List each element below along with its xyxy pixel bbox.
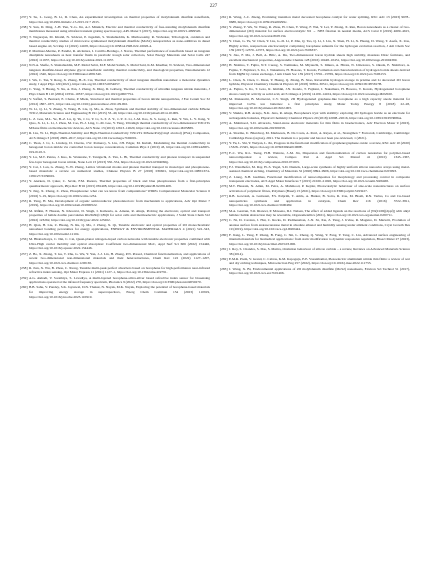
reference-number: [272] [220, 140, 228, 145]
reference-text: R. Liu, W. Li, High-Thermal-Stability and High-Thermal-Conductivity Ti3C2Tx MXene/Poly(vinyl alcohol) (PVA) Composites, ACS Omega 3 (2018) 2609–2617, https://doi.org/10.1021/acsomega.7b02001. [29, 131, 210, 140]
reference-text: Y. Sun, D. Ding, J.-H. Yun, Y.-G. Jin, A.J. Minnich, Electric and thermal conductivity of free-standing molybdenum disulfide membranes measured using ultrafast transient grating spectroscopy, APL Mater 5 (2017), https://doi.org/10.1063/1.4999520. [29, 24, 210, 34]
reference-text: Y. Su, L. Gong, B. Li, D. Chen, An experimental investigation on thermal properties of molybdenum disulfide nanofluids, https://doi.org/10.2991/mmebc-15.2015.19 7 2015. [29, 15, 210, 24]
reference-entry [220, 184, 410, 193]
references-right-column [220, 15, 410, 560]
reference-entry [20, 63, 210, 77]
reference-text: P. Martinez-Merino, P. Estellé, R. Alcántara, I. Carrillo-Berdugo, J. Navas, Thermal performance of nanofluids based on tungsten disulphide nanosheets as heat transfer fluids in parabolic trough solar collectors, Solar Energy Materials and Solar Cells 247 (2022) 111937, https://doi.org/10.1016/j.solmat.2022.111937. [29, 48, 210, 62]
reference-entry [20, 25, 210, 34]
reference-entry [220, 15, 410, 24]
reference-text: C. Yang, T. Huang, Y. Xu, A. Pan, J. Zhang, X. Ding, D. Golberg, Thermal conductivity of ultrathin tungsten nitride materials, J Phys Chem B 110 (2004) 10334–10337, https://doi.org/10.1021/jp0607754. [29, 87, 210, 96]
reference-text: M. Bhattacharya, C. Dai, C. Cai, Quasi-planar nitrogen-doped carbon networks with tunable electronic properties combined with Ultra-High carrier mobility and optical absorption: Coefficient two-dimensional MoC, Appl Surf Sci 606 (2022) 154446, https://doi.org/10.1016/j.apsusc.2022.154446. [29, 237, 210, 251]
reference-number: [271] [220, 131, 228, 135]
reference-number: [246] [20, 116, 28, 121]
reference-number: [247] [20, 131, 28, 135]
reference-entry [220, 209, 410, 218]
reference-entry [220, 111, 410, 120]
reference-entry [220, 151, 410, 165]
reference-entry [20, 252, 210, 266]
reference-entry [220, 218, 410, 232]
reference-entry [20, 276, 210, 285]
reference-entry [220, 97, 410, 111]
reference-text: Z. Liang, X.H. Gudmus, Functional modification of nanocomposites for morphology and processing control in composite transparent electrodes, ACS Appl Mater Interfaces 7 (2015) 21020–21026, https://doi.org/10.1021/acsami.5b06468. [229, 174, 410, 184]
reference-text: Z. Bo, X. Zhang, T. Gu, T. Zhu, G. Wu, Y. Yan, J.-J. Lin, H. Zheng, P.N. Prasad, Chemical functionalization, and applications of recent two-dimensional non-dimensional materials and their heterostructures, Chem Rev 122 (2022) 1127–1207, https://doi.org/10.1021/acs.chemrev.1c00165. [29, 251, 210, 265]
reference-number: [269] [220, 111, 228, 116]
reference-number: [263] [220, 39, 228, 44]
reference-number: [261] [220, 15, 228, 19]
reference-entry [20, 165, 210, 179]
reference-number: [262] [220, 24, 228, 29]
reference-entry [220, 78, 410, 87]
reference-text: J. Roy, S. Chandra, S. Das, S. Maitra, Oxidation behaviour of silicon carbide – a review, Reviews on Advanced Materials Science 38 (2014). [229, 247, 410, 256]
reference-number: [248] [20, 140, 28, 145]
reference-entry [20, 15, 210, 24]
reference-number: [256] [20, 237, 28, 242]
reference-text: A.G. Akhadi, V. Sorathiya, S. Lavadiya, A multi-layered borophene-silica-silver based refractive index sensor for biosensing applications operated at the infrared frequency spectrum, Photonics 9 (2022) 270, https://doi.org/10.3390/photonics9050270. [29, 275, 210, 285]
reference-text: F.-C. Wu, R.L. Tseng, H.H. Weinaw, J.-M. Jin, Dispersion and functionalization of carbon nanotubes for polymer-based nanocomposites: a review, Compos Part A Appl Sci Manuf 41 (2010) 1345–1367, https://doi.org/10.1016/j.compositesa.2010.07.003. [229, 150, 410, 164]
reference-text: J. Wu, C. Tan, Y. Rong, X. Zhang, H.-X. Cai, Thermal conductivity of short tungsten disulfide nanotubes: a molecular dynamics study, J Appl Phys 129 (2021), https://doi.org/10.1063/5.0054657. [29, 77, 210, 87]
reference-text: H. Nishino, T. Fujita, N.T. Cuong, S. Tominaka, M. Miyauchi, S. Iimura, A. Hirata, N. Umezawa, S. Okada, E. Nishibori, A. Fujino, T. Fujimori, S. Ito, J. Nakamura, H. Hosono, T. Kondo, Formation and characterization of hydrogen boride sheets derived from MgB2 by cation exchange, J Am Chem Soc 139 (2017) 13761–13769, https://doi.org/10.1021/jacs.7b06153. [229, 63, 410, 77]
reference-text: Y. Zhang, Y. Wu, W. Wang, R. Zhou, H. Chen, Y. Wang, F. Wei, Y. Lei, Y. Zhang, X. Ren, Boron nanosheets as a clearer of two-dimensional (2D) material for surface electrocatalytic N2 → NH3 fixation in neutral media, ACS Catal 9 (2019) 4609–4615, https://doi.org/10.1021/acscatal.8b05134. [229, 24, 410, 38]
reference-number: [278] [220, 208, 228, 213]
reference-entry [220, 194, 410, 208]
reference-number: [267] [220, 87, 228, 92]
reference-entry [20, 141, 210, 155]
reference-number: [268] [220, 97, 228, 102]
references-body [20, 15, 410, 560]
reference-number: [240] [20, 48, 28, 53]
reference-text: F. Jiang, L. Yang, F. Zhang, B. Fang, C. Shi, L. Zheng, Q. Wang, Y. Fang, Y. Tang, C. Liu, Advanced surface engineering of titanium materials for biomedical applications: from static modification to dynamic responsive regulation, Bioact Mater 27 (2023), https://doi.org/10.1016/j.bioactmat.2023.03.006. [229, 232, 410, 246]
reference-number: [277] [220, 194, 228, 199]
reference-text: L. Chen, X. Chen, C. Duan, Y. Huang, Q. Zhang, B. Xiao, Reversible hydrogen storage in pristine and Li decorated 2D boron hydride, Physical Chemistry Chemical Physics 20 (2018) 30304–30311, https://doi.org/10.1039/C8CP05817B. [229, 77, 410, 87]
reference-text: J. Wang, X. Bi, Environmental applications of 2D molybdenum disulfide (MoS2) nanosheets, Environ Sci Technol 51 (2017), https://doi.org/10.1021/acs.est.7b01466. [229, 266, 410, 276]
reference-text: Y. Lu, M.T. Petrus, J. Kuo, K. Watanabe, T. Taniguchi, Z. Yan, L. Bi, Thermal conductivity and phonon transport in suspended few-layer hexagonal boron nitride, Nano Lett 13 (2013) 550–554, https://doi.org/10.1021/nl304060g. [29, 155, 210, 164]
reference-number: [252] [20, 189, 28, 193]
reference-text: F.J. Wandhofer, M. Ray, H.-S. Yagel, S.D. Daniels, Large-scale synthesis of highly uniform silicon nanowire arrays using metal-assisted chemical etching, Chemistry of Materials 32 (2020) 9894–9906, https://doi.org/10.1021/acs.chemmater.0c03093. [229, 164, 410, 174]
reference-entry [220, 267, 410, 276]
reference-entry [20, 209, 210, 223]
reference-number: [279] [220, 218, 228, 223]
reference-text: Y. Cai, J. Lan, G. Zhang, Y.-W. Zhang, Lattice vibrational modes and phonon thermal transport in monolayer and phosphorene-based materials: a review on numerical studies, Chinese Physics B 27 (2018) 036601, https://doi.org/10.1088/1674-1056/27/3/036601. [29, 164, 210, 178]
reference-number: [273] [220, 150, 228, 155]
reference-entry [20, 35, 210, 49]
reference-number: [251] [20, 179, 28, 184]
reference-text: M.A. Gestrun, T.O. Riancet, P. Mawena, D.J. Nelsen, The effect of added ligands on the reactions of [Ni(COD)(dppf)] with alkyl halides: halide abstraction may be reversible, Organometallics (2021), https://doi.org/10.1021/acs.organomet.0c00711. [229, 208, 410, 218]
reference-text: Y. Jiao, F. Ma, J. Bell, A. Bilic, A. Du, Two-dimensional boron hydride sheets high stability, massless Dirac fermions, and excellent mechanical properties, Angewandte Chemie 128 (2016) 10448–10451, https://doi.org/10.1002/ange.201604369. [229, 53, 410, 62]
reference-number: [241] [20, 63, 28, 68]
reference-entry [20, 189, 210, 198]
reference-text: M.T. Hussain, N. Amin, M. Fetra, A. Mahmood, P. Kejdar, Photocatalytic behaviour of size-scale nanostructures on surface activation of polymeric fibres, Polymers (Basel) 13 (2021), https://doi.org/10.3390/polym13193227. [229, 184, 410, 193]
reference-text: W. Li, Q. Li, Y. Zheng, Y. Wang, B. Liu, Q. Ma, A. Zhou, Synthesis and thermal stability of two-dimensional carbide MXene Ti3C2, Materials Science and Engineering B 191 (2015) 33–40, https://doi.org/10.1016/j.mseb.2014.10.009. [29, 106, 210, 116]
reference-entry [220, 121, 410, 130]
reference-text: Y. Jing, X. Zhang, Z. Zhou, Phosphorene: what can we know from computations? WIREs Computational Molecular Science 6 (2016) 5–19, https://doi.org/10.1002/wcms.1234. [29, 189, 210, 198]
reference-entry [220, 257, 410, 266]
reference-text: R.B. Gowrash, A. Gunwant, F.S. Palprim, T. Amla, A. Hunter, B. Sotra, R. Zou, M. Bisali, R.N. Vertus, Co and Cu-based nanoparticles synthesis and application in catalysis, Chem Rev 116 (2016) 3722–3811, https://doi.org/10.1021/acs.chemrev.5b00482. [229, 194, 410, 208]
reference-number: [276] [220, 184, 228, 189]
reference-entry [220, 87, 410, 96]
reference-number: [264] [220, 53, 228, 58]
reference-text: B.B. Sahu, V. Pandey, S.K. Jayaswal, D.N. Thakur, N. Nayak, M.K. Nayak, Exploring the potential of borophene-based materials for improving energy storage in supercapacitors, Energ Chem Commun 154 (2023) 110919, https://doi.org/10.1016/j.inoche.2023.110919. [29, 285, 210, 299]
reference-entry [20, 266, 210, 275]
reference-entry [220, 165, 410, 174]
reference-number: [253] [20, 198, 28, 203]
reference-entry [20, 117, 210, 131]
reference-number: [283] [220, 266, 228, 271]
reference-text: H. Qian, H. Liu, Z. Huang, N. Ru, Q. Ma, J. Zhang, X. Qi, Tunable electronic and optical properties of 2D monochromatic nanosheet bonding perovskites for energy applications, ENERGY & ENVIRONMENTAL MATERIALS 4 (2021) 522–543, https://doi.org/10.1002/eem2.12104. [29, 222, 210, 236]
reference-entry [220, 247, 410, 256]
reference-text: T. Nagarajan, M. Khalid, N. Sridewi, P. Jagadish, S. Shahabuddin, K. Muthoosamy, R. Walvekar, Tribological, oxidation and thermal conductivity studies of microwave synthesised molybdenum disulfide (MoS2) nanoparticles as nano-additives in diesel based engine oil, Sci Rep 12 (2022) 14108, https://doi.org/10.1038/s41598-022-16026-4. [29, 34, 210, 48]
reference-number: [260] [20, 285, 28, 290]
reference-entry [20, 237, 210, 251]
page-number: 227 [209, 4, 218, 9]
reference-number: [259] [20, 275, 28, 280]
reference-number: [282] [220, 256, 228, 261]
reference-entry [20, 97, 210, 106]
reference-entry [220, 63, 410, 77]
reference-entry [220, 141, 410, 150]
reference-number: [242] [20, 77, 28, 82]
reference-text: M. Rifkin, F. Hassan, N. Khosravi, D. Singh, I. Kamoula, A. Ainane, R. Ahuja, Probing the electronic, optical and transport properties of halide double perovskites Rb2InSb(Cl,Br)6 for solar cells and thermoelectric applications, J Solid State Chem 312 (2022) 123262, https://doi.org/10.1016/j.jssc.2022.123262. [29, 208, 210, 222]
reference-entry [20, 155, 210, 164]
reference-number: [239] [20, 34, 28, 39]
reference-text: C. Yuan, J. Li, L. Lindsay, D. Cherns, J.W. Pomeroy, S. Liu, J.H. Edgar, M. Kuball, Modulating the thermal conductivity in hexagonal boron nitride via controlled boron isotope concentration, Commun Phys 2 (2019) 43, https://doi.org/10.1038/s42005-019-0145-5. [29, 140, 210, 154]
reference-entry [20, 223, 210, 237]
reference-text: C. Ni, D. Carolan, J. Hui, C. Rocks, D. Padmanaban, J.-N. Xi, Xie, Z. Yang, J. Irvine, R. Maguire, D. Mariotti, Evolution of anatase surface from anatase/anatase metal in absolute ethanol and humidity sensing under ambient conditions, Cryst Growth Des 19 (2019), https://doi.org/10.1021/acs.cgd.9b00444. [229, 218, 410, 232]
reference-text: N.N.A. Shafie, S. Shahabuddin, M.F. Mohd Sabri, M.F. Mohd Salleh, S. Mohd Said, K.M. Khedher, N. Sridewi, Two-dimensional tungsten disulfide-based ethylene glycol nanofluids: stability, thermal conductivity, and rheological properties, Nanomaterials 12 (2022) 1340, https://doi.org/10.3390/nano12081340. [29, 63, 210, 77]
reference-number: [243] [20, 87, 28, 92]
reference-number: [237] [20, 15, 28, 19]
reference-entry [20, 78, 210, 87]
reference-number: [245] [20, 106, 28, 111]
reference-number: [265] [220, 63, 228, 68]
references-left-column [20, 15, 210, 560]
reference-number: [275] [220, 174, 228, 179]
reference-entry [20, 49, 210, 63]
reference-number: [238] [20, 24, 28, 29]
reference-text: E.M.R. Prem, V. Grand, C. Cabras, K.M. Kapoguja, E.E. Vasanthamai, Piezoelectric aluminium nitride thin films: a review of wet and dry etching techniques, Microelectron Eng 257 (2022), https://doi.org/10.1016/j.mee.2022.111753. [229, 256, 410, 266]
reference-entry [220, 131, 410, 140]
reference-number: [270] [220, 121, 228, 126]
reference-entry [20, 179, 210, 188]
reference-entry [220, 39, 410, 53]
reference-number: [244] [20, 97, 28, 102]
reference-number: [281] [220, 247, 228, 251]
reference-entry [220, 233, 410, 247]
reference-text: R. Yang, H. Mu, Development of organic semiconductor photodetectors: from mechanism to applications, Adv Opt Mater 7 (2019), https://doi.org/10.1002/adom.201800522. [29, 198, 210, 208]
reference-entry [20, 87, 210, 96]
reference-number: [249] [20, 155, 28, 160]
reference-number: [255] [20, 222, 28, 227]
reference-entry [220, 25, 410, 39]
reference-number: [266] [220, 77, 228, 82]
reference-text: R. Jian, X. Wu, B. Zhou, C. Xiong, Tunable multi-peak perfect absorbers based on borophene for high-performance near-infrared refractive index sensing, Opt Mater Express 11 (2021) 1127–1, https://doi.org/10.1364/ome.419791. [29, 265, 210, 275]
reference-number: [280] [220, 232, 228, 237]
reference-entry [20, 199, 210, 208]
reference-entry [20, 285, 210, 299]
reference-entry [20, 107, 210, 116]
reference-text: Y. Chen, G. Yu, W. Chen, Y. Liu, G.-D. Li, P. Zhu, Q. Tao, Q. Li, J. Liu, X. Shen, H. Li, X. Huang, D. Wang, T. Asefa, X. Zou, Highly active, nonprecious electrocatalyst comprising borophene subunits for the hydrogen evolution reaction, J Am Chem Soc 139 (2017) 12370–12373, https://doi.org/10.1021/jacs.7b06337. [229, 39, 410, 53]
reference-text: L. Z. Gou, M.L. Ye, B.-Z. Lu, Q. Yu, J. Li, Y. Li, S.-T. Z. Y., J.-Y. Z. Li, J.-M. Jiao, X. S. Gong, L. Ren, Y. Wu, L. Y. Jiang, Y. Qiao, X. Li, L. Li, J. Zhou, M. Cao, H.-J. Ling, C.-M. Gao, Y. Yang, Ultrahigh thermal conductivity of two-dimensional Ti3C2Tx MXene films on thermoelectric devices, ACS Nano 13 (2019) 12613–12620, https://doi.org/10.1021/acsnano.9b05889. [29, 116, 210, 130]
reference-entry [220, 53, 410, 62]
reference-number: [274] [220, 164, 228, 169]
reference-number: [254] [20, 208, 28, 213]
reference-text: R. Wang, J.-C. Zheng, Promising transition metal decorated borophene catalyst for water splitting, RSC Adv 13 (2023) 9678–9688, https://doi.org/10.1039/d3ra00299c. [229, 15, 410, 24]
reference-entry [20, 131, 210, 140]
reference-text: Y. Aierken, D. Çakır, C. Sevik, F.M. Peeters, Thermal properties of black and blue phosphorenes from a first-principles quasiharmonic approach, Phys Rev B 92 (2015) 081408, https://doi.org/10.1103/PhysRevB.92.081408. [29, 179, 210, 188]
reference-text: A. Mahmood, S.D. Alvarado, Stand-alone electronic materials for thin films in bioelectronics, Adv Electron Mater 9 (2023), https://doi.org/10.1002/aelm.202300258. [229, 121, 410, 130]
reference-number: [250] [20, 164, 28, 169]
reference-text: V. Saffari, S. Bernard, E. Chaire, P. Miele, Structural and thermal properties of boron nitride nanoparticles, J Eur Ceram Soc 32 (2012) 1867–1871, https://doi.org/10.1016/j.jeurceramsoc.2011.09.002. [29, 97, 210, 106]
reference-text: M. Makaremi, B. Mortazavi, C.V. Singh, 2D Hydrogenated graphene-like borophene as a high capacity anode material for improved Li/Na ion batteries: a first principles study, Mater Today Energy 8 (2018) 22–28, https://doi.org/10.1016/j.mtener.2018.02.003. [229, 97, 410, 111]
reference-text: A. Sharma, U. Bhardwaj, M. Marinescu, B. Da Costa, A. Perri, A. Reyes, et al., Strengthen + Fornaroli, Cambridge, Cambridge: Cambridge Press (region), 2021. The moment is a popular and has not been pre-reviewed, 1 (2021). [229, 131, 410, 140]
reference-number: [258] [20, 265, 28, 270]
reference-number: [257] [20, 251, 28, 256]
reference-text: V. Shukla, R.H. Araujo, N.K. Jena, R. Ahuja, Borophene's tryst with stability: exploring 2D hydrogen boride as an electrode for rechargeable batteries, Physical Chemistry Chemical Physics 20 (2018) 22008–22016, https://doi.org/10.1039/C8CP03686A. [229, 111, 410, 120]
reference-entry [220, 175, 410, 184]
reference-text: A. Fujino, S. Ito, T. Goto, R. Ishibiki, J.N. Kondo, T. Fujitani, J. Nakamura, H. Hosono, T. Kondo, Hydrogenated borophene shows catalytic activity as solid acid, ACS Omega 4 (2019) 14100–14104, https://doi.org/10.1021/acsomega.9b02020. [229, 87, 410, 96]
reference-text: Y. Yu, L. Shi, Y. Weiyan, L. Jin, Progress in the functional modification of graphene/graphene oxide: a review, RSC Adv 10 (2020) 15328–15345, https://doi.org/10.1039/D0RA01068E. [229, 140, 410, 150]
